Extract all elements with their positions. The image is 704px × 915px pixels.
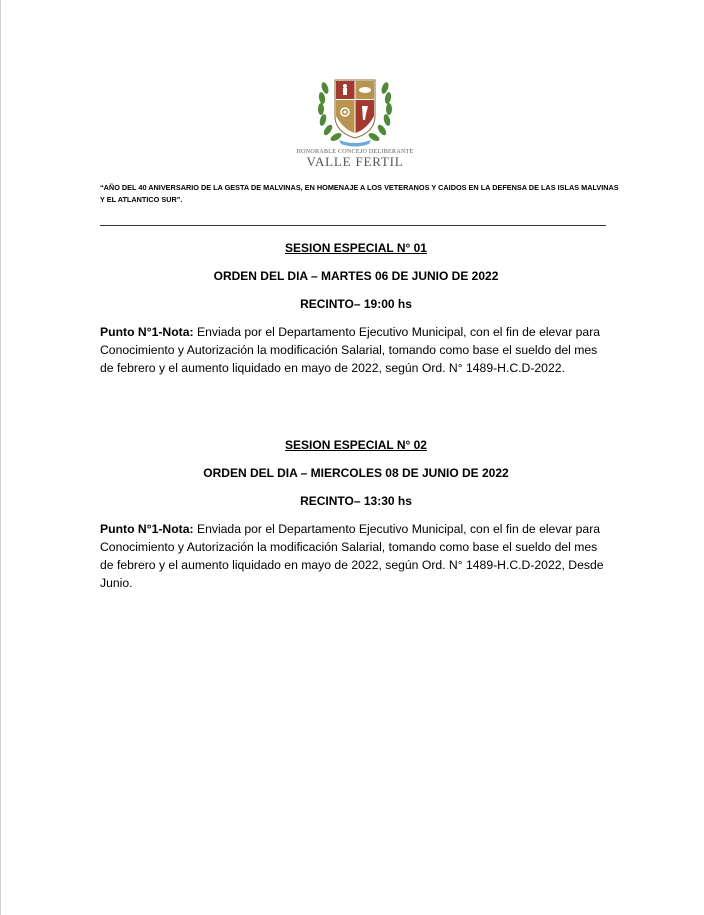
coat-of-arms-icon	[315, 74, 395, 148]
council-logo	[290, 74, 420, 168]
session-venue: RECINTO– 13:30 hs	[300, 494, 412, 508]
agenda-point-label: Punto N°1-Nota:	[100, 522, 194, 536]
session-block-1	[100, 241, 612, 377]
agenda-point	[100, 520, 612, 592]
agenda-point-text: Enviada por el Departamento Ejecutivo Municipal, con el fin de elevar para Conocimiento y Autorización la modificación Salarial, tomando como base el sueldo del mes de febrero y el aumento liquidado en mayo de 2022, según Ord. N° 1489-H.C.D-2022, Desde Junio.	[100, 522, 604, 590]
session-title: SESION ESPECIAL N° 02	[285, 438, 427, 452]
agenda-point	[100, 323, 612, 377]
session-block-2	[100, 438, 612, 592]
motto-text: “AÑO DEL 40 ANIVERSARIO DE LA GESTA DE MALVINAS, EN HOMENAJE A LOS VETERANOS Y CAIDOS EN LA DEFENSA DE LAS ISLAS MALVINAS Y EL ATLANTICO SUR”.	[100, 183, 619, 204]
session-venue: RECINTO– 19:00 hs	[300, 297, 412, 311]
logo-council-label: HONORABLE CONCEJO DELIBERANTE	[296, 149, 414, 155]
session-title: SESION ESPECIAL N° 01	[285, 241, 427, 255]
logo-town-name: VALLE FERTIL	[306, 154, 404, 169]
separator-line	[100, 225, 606, 226]
agenda-point-text: Enviada por el Departamento Ejecutivo Municipal, con el fin de elevar para Conocimiento y Autorización la modificación Salarial, tomando como base el sueldo del mes de febrero y el aumento liquidado en mayo de 2022, según Ord. N° 1489-H.C.D-2022.	[100, 325, 601, 375]
session-order: ORDEN DEL DIA – MARTES 06 DE JUNIO DE 2022	[213, 269, 499, 283]
page-edge	[0, 0, 1, 915]
session-order: ORDEN DEL DIA – MIERCOLES 08 DE JUNIO DE 2022	[203, 466, 509, 480]
agenda-point-label: Punto N°1-Nota:	[100, 325, 194, 339]
